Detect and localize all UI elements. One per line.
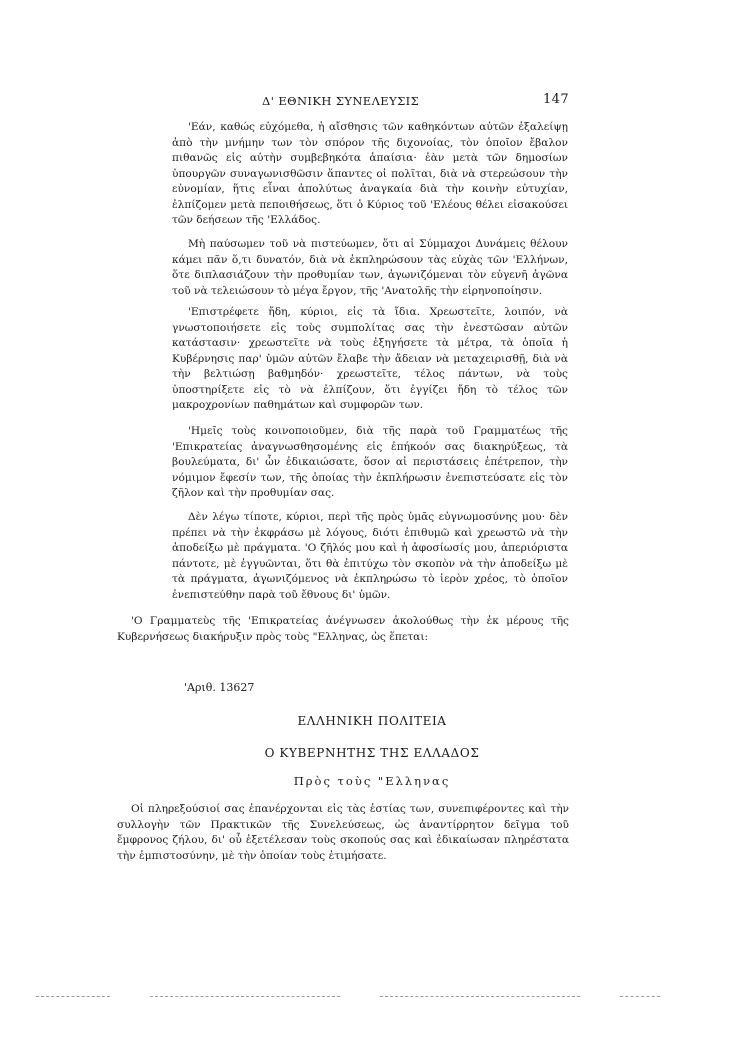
proclamation-text: Οἱ πληρεξούσιοί σας ἐπανέρχονται εἰς τὰς ἑστίας των, συνεπιφέροντες καὶ τὴν συλλογὴν τῶν Πρακτικῶν τῆς Συνελεύσεως, ὡς ἀναντίρρητον δεῖγμα τοῦ ἔμφρονος ζήλου, δι' οὗ ἐξετέλεσαν τοὺς σκοπούς σας καὶ ἐδικαίωσαν πληρέστατα τὴν ἐμπιστοσύνην, μὲ τὴν ὁποίαν τοὺς ἐτιμήσατε. (117, 803, 569, 862)
quoted-paragraph (172, 510, 568, 603)
narration-paragraph (117, 614, 569, 645)
running-header (0, 94, 744, 110)
paragraph-text: 'Εάν, καθώς εὐχόμεθα, ἡ αἴσθησις τῶν καθηκόντων αὐτῶν ἐξαλείψῃ ἀπὸ τὴν μνήμην των τὸν σπόρον τῆς διχονοίας, τὸν ὁποῖον ἔβαλον πιθανῶς εἰς αὐτὴν συμβεβηκότα ἀπαίσια· ἐὰν μετὰ τῶν δημοσίων ὑπουργῶν συναγωνισθῶσιν ἅπαντες οἱ πολῖται, διὰ νὰ στερεώσουν τὴν εὐνομίαν, ἥτις εἶναι ἀπολύτως ἀναγκαία διὰ τὴν κοινὴν εὐτυχίαν, ἐλπίζομεν μετὰ πεποιθήσεως, ὅτι ὁ Κύριος τοῦ 'Ελέους θέλει εἰσακούσει τῶν δεήσεων τῆς 'Ελλάδος. (172, 121, 568, 226)
running-title: Δ' ΕΘΝΙΚΗ ΣΥΝΕΛΕΥΣΙΣ (262, 94, 420, 108)
paragraph-text: Μὴ παύσωμεν τοῦ νὰ πιστεύωμεν, ὅτι αἱ Σύμμαχοι Δυνάμεις θέλουν κάμει πᾶν ὅ,τι δυνατόν, διὰ νὰ ἐκπληρώσουν τὰς εὐχὰς τῶν 'Ελλήνων, ὅτε διπλασιάζουν τὴν προθυμίαν των, ἀγωνιζόμεναι τὸν εὐγενῆ ἀγῶνα τοῦ νὰ τελειώσουν τὸ μέγα ἔργον, τῆς 'Ανατολῆς τὴν εἰρηνοποίησιν. (172, 238, 568, 297)
quoted-paragraph (172, 120, 568, 229)
proclamation-body (117, 802, 569, 864)
proclamation-number: 'Αριθ. 13627 (184, 681, 255, 694)
paragraph-text: Δὲν λέγω τίποτε, κύριοι, περὶ τῆς πρὸς ὑμᾶς εὐγνωμοσύνης μου· δὲν πρέπει νὰ τὴν ἐκφράσω μὲ λόγους, διότι ἐπιθυμῶ καὶ χρεωστῶ νὰ τὴν ἀποδείξω μὲ πράγματα. 'Ο ζῆλός μου καὶ ἡ ἀφοσίωσίς μου, ἀπεριόριστα πάντοτε, μὲ ἐγγυῶνται, ὅτι θὰ ἐπιτύχω τὸν σκοπὸν νὰ τὴν ἀποδείξω μὲ τὰ πράγματα, ἀγωνιζόμενος νὰ ἐκπληρώσω τὸ ἱερὸν χρέος, τὸ ὁποῖον ἐνεπιστεύθην παρὰ τοῦ ἔθνους δι' ὑμῶν. (172, 511, 568, 601)
footer-divider (150, 996, 340, 997)
footer-divider (36, 996, 110, 997)
narration-text: 'Ο Γραμματεὺς τῆς 'Επικρατείας ἀνέγνωσεν ἀκολούθως τὴν ἐκ μέρους τῆς Κυβερνήσεως διακήρυξιν πρὸς τοὺς "Ελληνας, ὡς ἕπεται: (117, 615, 569, 643)
quoted-paragraph (172, 237, 568, 299)
quoted-paragraph (172, 305, 568, 414)
paragraph-text: 'Ημεῖς τοὺς κοινοποιοῦμεν, διὰ τῆς παρὰ τοῦ Γραμματέως τῆς 'Επικρατείας ἀναγνωσθησομένης εἰς ἐπήκοόν σας διακηρύξεως, τὰ βουλεύματα, δι' ὧν ἐδικαιώσατε, ὅσον αἱ περιστάσεις ἐπέτρεπον, τὴν νόμιμον ἔφεσίν των, τῆς ὁποίας τὴν ἐκπλήρωσιν ἐνεπιστεύσατε εἰς τὸν ζῆλον καὶ τὴν προθυμίαν σας. (172, 425, 568, 499)
footer-divider (380, 996, 580, 997)
polity-heading: ΕΛΛΗΝΙΚΗ ΠΟΛΙΤΕΙΑ (297, 714, 447, 728)
issuer-heading: Ο ΚΥΒΕΡΝΗΤΗΣ ΤΗΣ ΕΛΛΑΔΟΣ (264, 746, 480, 760)
paragraph-text: 'Επιστρέφετε ἤδη, κύριοι, εἰς τὰ ἴδια. Χρεωστεῖτε, λοιπόν, νὰ γνωστοποιήσετε εἰς τοὺς συμπολίτας σας τὴν ἐνεστῶσαν αὐτῶν κατάστασιν· χρεωστεῖτε νὰ τοὺς ἐξηγήσετε τὰ μέτρα, τὰ ὁποῖα ἡ Κυβέρνησις παρ' ὑμῶν αὐτῶν ἔλαβε τὴν ἄδειαν νὰ μεταχειρισθῇ, διὰ νὰ τὴν βελτιώσῃ βαθμηδόν· χρεωστεῖτε, τέλος πάντων, νὰ τοὺς ὑποστηρίξετε εἰς τὸ νὰ ἐλπίζουν, ὅτι ἐγγίζει ἤδη τὸ τέλος τῶν μακροχρονίων παθημάτων καὶ συμφορῶν των. (172, 306, 568, 411)
addressee-line: Πρὸς τοὺς "Ελληνας (293, 774, 451, 788)
page-number: 147 (543, 92, 570, 107)
footer-divider (620, 996, 660, 997)
quoted-paragraph (172, 424, 568, 502)
